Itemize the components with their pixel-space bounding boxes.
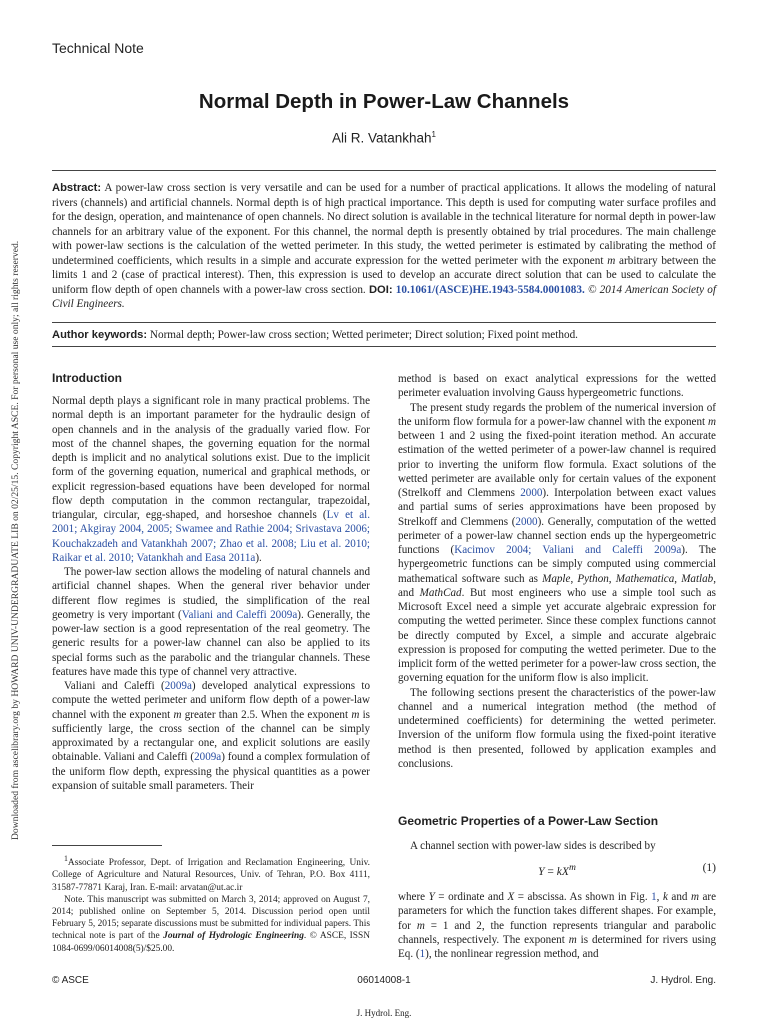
geometric-paragraph-1: A channel section with power-law sides is described by — [410, 840, 656, 852]
equation-link[interactable]: 1 — [419, 948, 426, 960]
abstract-text-2: arbitrary between the limits 1 and 2 (case of practical interest). Then, this expression is used to develop an accurate direct solution that can be used to calculate the uniform flow depth of open channels with a power-law cross section. — [52, 254, 716, 296]
keywords-text: Normal depth; Power-law cross section; Wetted perimeter; Direct solution; Fixed point method. — [149, 329, 578, 341]
geometric-intro — [398, 839, 716, 853]
abstract-var-m: m — [607, 254, 616, 267]
citation-link[interactable]: 2000 — [520, 487, 543, 499]
right-column — [398, 372, 716, 771]
citation-link[interactable]: 2009a — [194, 751, 222, 764]
paper-title: Normal Depth in Power-Law Channels — [198, 90, 570, 113]
citation-link[interactable]: 2009a — [164, 680, 192, 692]
equation-number: (1) — [702, 862, 716, 874]
section-label: Technical Note — [52, 40, 144, 56]
abstract-copyright: © 2014 American Society of Civil Engineers. — [52, 283, 717, 310]
abstract-label: Abstract: — [52, 182, 102, 194]
keywords-rule-top — [52, 322, 716, 323]
geometric-properties-heading: Geometric Properties of a Power-Law Section — [398, 814, 659, 828]
geometric-body — [398, 890, 716, 961]
right-paragraph-3: The following sections present the characteristics of the power-law channel and a numerical integration method (the method of undetermined coefficients) for determining the wetted perimeter. Inversion of the uniform flow formula using the fixed-point iterative method is then presented, followed by application examples and conclusions. — [398, 686, 716, 770]
journal-name: Journal of Hydrologic Engineering — [163, 931, 304, 942]
figure-link[interactable]: 1 — [651, 891, 657, 903]
doi-label: DOI: — [368, 283, 393, 296]
intro-paragraph-2: The power-law section allows the modeling of natural channels and artificial channel shapes. When the general river behavior under different flow regimes is studied, the simplification of the real geometry is very important (Valiani and Caleffi 2009a). Generally, the power-law section is a good representation of the real geometry. The generic results for a power-law channel can also be applied to its special forms such as the parabolic and the triangular channels. These features have made this type of channel very attractive. — [52, 566, 370, 678]
intro-paragraph-3: Valiani and Caleffi (2009a) developed analytical expressions to compute the wetted perimeter and uniform flow depth of a power-law channel with the exponent m greater than 2.5. When the exponent m is sufficiently large, the cross section of the channel can be simply approximated by a rectangular one, and explicit solutions are easily obtainable. Valiani and Caleffi (2009a) found a complex formulation of the uniform flow depth, expressing the physical quantities as a power expansion of suitable small parameters. Their — [52, 680, 371, 792]
footer-copyright: © ASCE — [52, 975, 89, 986]
footer-journal: J. Hydrol. Eng. — [650, 975, 716, 986]
abstract-text: A power-law cross section is very versatile and can be used for a number of practical applications. It allows the modeling of natural rivers (channels) and artificial channels. Normal depth is of high practical importance. This depth is used for computing water surface profiles and for the design, operation, and maintenance of open channels. No direct solution is available in the technical literature for normal depth in power-law channels for an arbitrary value of the exponent. For this channel, the normal depth is presently obtained by trial procedures. The main challenge with power-law sections is the calculation of the wetted perimeter. In this study, the wetted perimeter is estimated by calibrating the method of undetermined coefficients, which results in a simple and accurate expression for the wetted perimeter with the exponent — [52, 182, 716, 267]
citation-link[interactable]: Valiani and Caleffi 2009a — [181, 608, 298, 621]
running-footer: J. Hydrol. Eng. — [356, 1008, 412, 1018]
header-rule — [52, 170, 716, 171]
footer-article-id: 06014008-1 — [357, 975, 411, 986]
right-paragraph-1: method is based on exact analytical expressions for the wetted perimeter evaluation involving Gauss hypergeometric functions. — [398, 373, 716, 400]
keywords-label: Author keywords: — [52, 329, 148, 341]
introduction-heading: Introduction — [52, 371, 122, 385]
intro-paragraph-1: Normal depth plays a significant role in many practical problems. The normal depth is an important parameter for the hydraulic design of open channels and in the analysis of the gradually varied flow. For most of the channel shapes, the governing equation for the normal depth is implicit and no analytical solutions exist. Due to the implicit form of the governing equation, numerical and graphical methods, or explicit regression-based equations have been developed for normal flow depth computation in the common rectangular, trapezoidal, triangular, circular, egg-shaped, and horseshoe channels (Lv et al. 2001; Akgiray 2004, 2005; Swamee and Rathie 2004; Srivastava 2006; Kouchakzadeh and Vatankhah 2007; Zhao et al. 2008; Liu et al. 2010; Raikar et al. 2010; Vatankhah and Easa 2011a). — [52, 395, 370, 564]
keywords-rule-bottom — [52, 346, 716, 347]
citation-link[interactable]: Kacimov 2004; Valiani and Caleffi 2009a — [454, 544, 682, 556]
author-line — [0, 130, 768, 146]
right-paragraph-2: The present study regards the problem of the numerical inversion of the uniform flow formula for a power-law channel with the exponent m between 1 and 2 using the fixed-point iteration method. An accurate estimation of the wetted perimeter of a power-law channel is required prior to inverting the uniform flow formula. Exact solutions of the wetted perimeter are available only for certain values of the exponent (Strelkoff and Clemmens 2000). Interpolation between exact values and partial sums of series approximations have been proposed by Strelkoff and Clemmens (2000). Generally, computation of the wetted perimeter of a power-law channel section ends up the hypergeometric functions (Kacimov 2004; Valiani and Caleffi 2009a). The hypergeometric functions can be simply computed using commercial mathematical software such as Maple, Python, Mathematica, Matlab, and MathCad. But most engineers who use a simple tool such as Microsoft Excel need a simple yet accurate algebraic expression for computing the wetted perimeter. Since these complex functions cannot be directly computed by Excel, a simple and accurate algebraic expression is proposed for computing the wetted perimeter. Due to the implicit form of the wetted perimeter for a power-law cross section, the governing equation for the uniform flow is also implicit. — [398, 401, 717, 685]
author-name: Ali R. Vatankhah — [331, 130, 432, 146]
abstract — [52, 181, 716, 312]
author-affiliation-mark: 1 — [431, 130, 436, 139]
footnotes — [52, 853, 370, 955]
left-column — [52, 394, 370, 793]
equation-expression: $Y = kX^m$ — [538, 862, 576, 878]
doi-link[interactable]: 10.1061/(ASCE)HE.1943-5584.0001083. — [395, 283, 585, 296]
affiliation-footnote: $^1$Associate Professor, Dept. of Irrigation and Reclamation Engineering, Univ. College of Agriculture and Natural Resources, Univ. of Tehran, P.O. Box 4111, 31587-77871 Karaj, Iran. E-mail: arvatan@ut.ac.ir — [52, 854, 370, 893]
download-watermark: Downloaded from ascelibrary.org by HOWARD UNIV-UNDERGRADUATE LIB on 02/25/15. Copyright ASCE. For personal use only; all rights reserved. — [10, 240, 21, 840]
citation-link[interactable]: Lv et al. 2001; Akgiray 2004, 2005; Swamee and Rathie 2004; Srivastava 2006; Kouchakzadeh and Vatankhah 2007; Zhao et al. 2008; Liu et al. 2010; Raikar et al. 2010; Vatankhah and Easa 2011a — [52, 509, 370, 564]
submission-note: Note. This manuscript was submitted on March 3, 2014; approved on August 7, 2014; published online on September 5, 2014. Discussion period open until February 5, 2015; separate discussions must be submitted for individual papers. This technical note is part of the Journal of Hydrologic Engineering. © ASCE, ISSN 1084-0699/06014008(5)/$25.00. — [52, 894, 370, 954]
footnote-rule — [52, 845, 162, 846]
citation-link[interactable]: 2000 — [515, 515, 538, 528]
geometric-paragraph-2: where Y = ordinate and X = abscissa. As shown in Fig. 1, k and m are parameters for which the function takes different shapes. For example, for m = 1 and 2, the function represents triangular and parabolic channels, respectively. The exponent m is determined for rivers using Eq. (1), the nonlinear regression method, and — [398, 891, 717, 960]
keywords — [52, 328, 716, 343]
